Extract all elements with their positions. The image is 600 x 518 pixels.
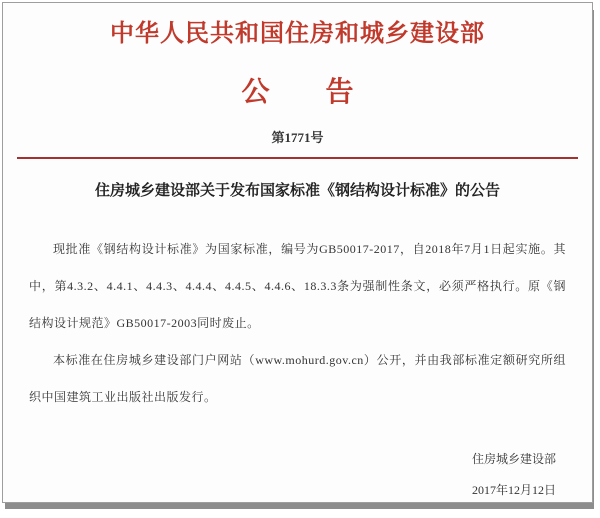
document-heading: 住房城乡建设部关于发布国家标准《钢结构设计标准》的公告 [94,183,500,199]
signature: 住房城乡建设部 [471,452,556,466]
signature-date: 2017年12月12日 [471,483,556,497]
document-page [2,2,593,503]
announcement-title: 公 告 [241,77,354,108]
closing-block [3,444,556,503]
red-divider-rule [17,157,578,159]
document-body [29,231,566,416]
ministry-title: 中华人民共和国住房和城乡建设部 [110,21,485,47]
issue-number: 第1771号 [271,130,324,145]
body-paragraph-1: 现批准《钢结构设计标准》为国家标准，编号为GB50017-2017，自2018年7月1日起实施。其中，第4.3.2、4.4.1、4.4.3、4.4.4、4.4.5、4.4.6、18.3.3条为强制性条文，必须严格执行。原《钢结构设计规范》GB50017-2003同时废止。 [29,242,566,330]
body-paragraph-2: 本标准在住房城乡建设部门户网站（www.mohurd.gov.cn）公开，并由我部标准定额研究所组织中国建筑工业出版社出版发行。 [29,353,566,404]
